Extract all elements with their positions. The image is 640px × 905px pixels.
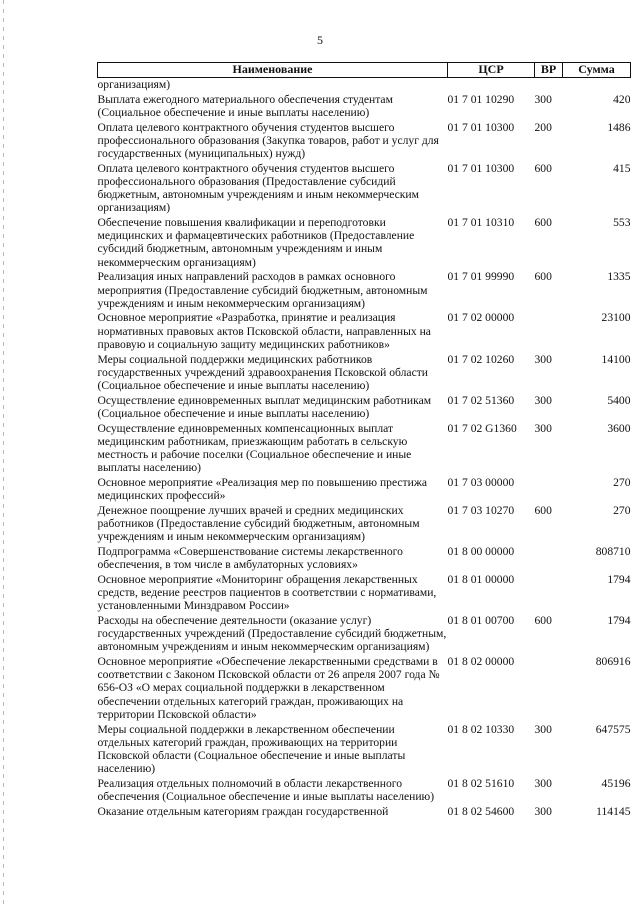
row-name: Основное мероприятие «Мониторинг обращения лекарственных средств, ведение реестров пациентов в соответствии с нормативами, установленными Минздравом России» (97, 572, 437, 613)
row-name: Подпрограмма «Совершенствование системы лекарственного обеспечения, в том числе в амбулаторных условиях» (97, 544, 403, 572)
row-csr: 01 7 02 00000 (447, 311, 515, 325)
table-row (98, 805, 631, 820)
row-csr: 01 7 01 10300 (447, 161, 515, 175)
row-name: Осуществление единовременных выплат медицинским работникам (Социальное обеспечение и иные выплаты населению) (97, 393, 432, 420)
table-row (98, 655, 631, 723)
row-sum: 45196 (601, 776, 631, 790)
row-sum: 420 (613, 92, 631, 106)
row-vr: 600 (534, 503, 552, 517)
row-sum: 270 (613, 475, 631, 489)
row-sum: 1794 (607, 613, 631, 627)
table-row (98, 777, 631, 805)
table-header-row (98, 63, 631, 78)
table-row (98, 353, 631, 394)
row-name: Обеспечение повышения квалификации и переподготовки медицинских и фармацевтических работников (Предоставление субсидий бюджетным, автономным учреждениям и иным некоммерческим организациям) (97, 216, 415, 269)
row-name: Денежное поощрение лучших врачей и средних медицинских работников (Предоставление субсидий бюджетным, автономным учреждениям и иным некоммерческим организациям) (97, 503, 420, 544)
row-name: Основное мероприятие «Разработка, принятие и реализация нормативных правовых актов Псковской области, направленных на правовую и социальную защиту медицинских работников» (97, 311, 431, 351)
row-sum: 808710 (595, 544, 631, 558)
row-csr: 01 7 03 10270 (447, 503, 515, 517)
row-name: организациям) (97, 78, 171, 91)
row-vr (535, 545, 563, 573)
row-csr: 01 8 01 00700 (447, 613, 515, 627)
row-csr: 01 7 01 99990 (447, 270, 515, 284)
row-vr: 600 (534, 161, 552, 175)
table-row (98, 573, 631, 614)
row-name: Оказание отдельным категориям граждан государственной (97, 804, 389, 818)
row-name: Меры социальной поддержки в лекарственном обеспечении отдельных категорий граждан, проживающих на территории Псковской области (Социальное обеспечение и иные выплаты населению) (97, 722, 406, 776)
row-sum: 14100 (601, 352, 631, 366)
table-row (98, 78, 631, 93)
row-csr: 01 7 01 10300 (447, 120, 515, 134)
row-vr: 300 (534, 393, 552, 407)
row-csr: 01 7 01 10290 (447, 92, 515, 106)
row-csr: 01 7 03 00000 (447, 475, 515, 489)
row-vr (535, 476, 563, 504)
table-row (98, 723, 631, 777)
row-sum: 806916 (595, 655, 631, 669)
row-name: Реализация иных направлений расходов в рамках основного мероприятия (Предоставление субсидий бюджетным, автономным учреждениям и иным некоммерческим организациям) (97, 270, 428, 310)
table-row (98, 422, 631, 476)
row-csr: 01 7 01 10310 (447, 216, 515, 230)
row-csr: 01 7 02 10260 (447, 352, 515, 366)
row-name: Основное мероприятие «Реализация мер по повышению престижа медицинских профессий» (97, 475, 427, 503)
row-vr: 600 (534, 613, 552, 627)
row-name: Основное мероприятие «Обеспечение лекарственными средствами в соответствии с Законом Псковской области от 26 апреля 2007 года № 656-ОЗ «О мерах социальной поддержки в лекарственном обеспечении отдельных категорий граждан, проживающих на территории Псковской области» (97, 655, 440, 721)
row-vr: 200 (534, 120, 552, 134)
row-vr (535, 655, 563, 723)
row-vr (535, 78, 563, 93)
table-row (98, 93, 631, 121)
row-csr: 01 8 00 00000 (447, 544, 515, 558)
header-vr: ВР (535, 63, 563, 78)
row-name: Реализация отдельных полномочий в области лекарственного обеспечения (Социальное обеспечение и иные выплаты населению) (97, 776, 435, 804)
table-row (98, 270, 631, 311)
table-row (98, 614, 631, 655)
header-name: Наименование (98, 63, 448, 78)
row-csr (448, 78, 535, 93)
table-row (98, 162, 631, 216)
row-sum: 114145 (596, 804, 631, 818)
row-sum: 5400 (607, 393, 631, 407)
row-name: Меры социальной поддержки медицинских работников государственных учреждений здравоохранения Псковской области (Социальное обеспечение и иные выплаты населению) (97, 352, 428, 392)
row-sum: 23100 (601, 311, 631, 325)
row-sum: 3600 (607, 421, 631, 435)
table-row (98, 476, 631, 504)
row-vr: 300 (534, 804, 552, 818)
row-sum: 553 (613, 216, 631, 230)
row-csr: 01 8 01 00000 (447, 572, 515, 586)
row-csr: 01 8 02 54600 (447, 804, 515, 818)
row-name: Оплата целевого контрактного обучения студентов высшего профессионального образования (Предоставление субсидий бюджетным, автономным учреждениям и иным некоммерческим организациям) (97, 161, 419, 215)
row-sum: 270 (613, 503, 631, 517)
table-row (98, 394, 631, 422)
row-sum: 1335 (607, 270, 631, 284)
row-csr: 01 8 02 51610 (447, 776, 515, 790)
row-vr: 300 (534, 421, 552, 435)
row-sum: 1794 (607, 572, 631, 586)
row-vr: 300 (534, 722, 552, 736)
row-name: Выплата ежегодного материального обеспечения студентам (Социальное обеспечение и иные выплаты населению) (97, 92, 393, 119)
row-name: Осуществление единовременных компенсационных выплат медицинским работникам, приезжающим работать в сельскую местность и рабочие поселки (Социальное обеспечение и иные выплаты населению) (97, 421, 412, 475)
table-row (98, 545, 631, 573)
row-vr (535, 573, 563, 614)
row-csr: 01 8 02 00000 (447, 655, 515, 669)
table-row (98, 311, 631, 352)
row-name: Расходы на обеспечение деятельности (оказание услуг) государственных учреждений (Предоставление субсидий бюджетным, автономным учреждениям и иным некоммерческим организациям) (97, 613, 447, 654)
row-csr: 01 8 02 10330 (447, 722, 515, 736)
row-name: Оплата целевого контрактного обучения студентов высшего профессионального образования (Закупка товаров, работ и услуг для государственных (муниципальных) нужд) (97, 120, 439, 161)
row-sum: 647575 (595, 722, 631, 736)
header-csr: ЦСР (448, 63, 535, 78)
row-sum (563, 78, 631, 93)
row-sum: 1486 (607, 120, 631, 134)
row-sum: 415 (613, 161, 631, 175)
budget-table (97, 62, 631, 819)
table-row (98, 121, 631, 162)
row-vr: 600 (534, 270, 552, 284)
row-vr: 600 (534, 216, 552, 230)
row-vr: 300 (534, 776, 552, 790)
row-vr (535, 311, 563, 352)
row-vr: 300 (534, 352, 552, 366)
row-csr: 01 7 02 51360 (447, 393, 515, 407)
scan-edge-line (3, 0, 4, 905)
table-row (98, 216, 631, 270)
header-sum: Сумма (563, 63, 631, 78)
page-number: 5 (317, 33, 323, 47)
row-csr: 01 7 02 G1360 (447, 421, 517, 435)
table-row (98, 504, 631, 545)
row-vr: 300 (534, 92, 552, 106)
